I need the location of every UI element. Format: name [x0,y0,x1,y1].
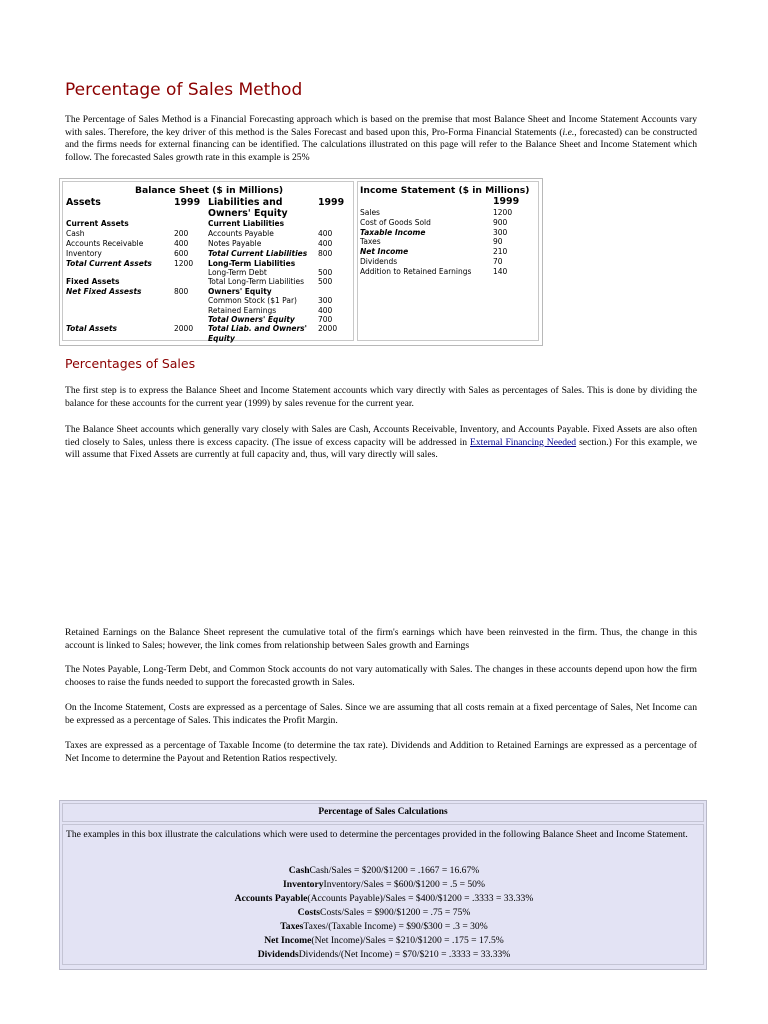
income-label: Sales [360,208,380,217]
liability-label: Long-Term Liabilities [208,259,296,268]
calculation-line [63,906,705,919]
calculation-line [63,934,705,947]
liability-value: 500 [318,277,333,286]
calculations-body [62,824,704,965]
paragraph-balance-sheet-accounts: The Balance Sheet accounts which generally vary closely with Sales are Cash, Accounts Receivable, Inventory, and Accounts Payable. Fixed Assets are also often tied closely to Sales, unless there is excess capacity. (The issue of excess capacity will be addressed in External Financing Needed section.) For this example, we will assume that Fixed Assets are currently at full capacity and, thus, will vary directly will sales. [65,424,697,461]
calculation-formula: (Net Income)/Sales = $210/$1200 = .175 = 17.5% [311,935,504,946]
calculations-title: Percentage of Sales Calculations [62,803,704,822]
asset-label: Current Assets [66,219,129,228]
liabilities-year-header: 1999 [318,197,345,208]
liability-value: 2000 [318,324,338,333]
assets-header: Assets [66,197,101,208]
income-value: 1200 [493,208,513,217]
calculation-formula: Taxes/(Taxable Income) = $90/$300 = .3 = 30% [303,921,488,932]
calculations-intro: The examples in this box illustrate the calculations which were used to determine the percentages provided in the following Balance Sheet and Income Statement. [66,829,688,840]
income-value: 90 [493,237,503,247]
liability-label: Total Owners' Equity [208,315,295,324]
asset-label: Fixed Assets [66,277,120,286]
liability-value: 500 [318,268,333,277]
asset-value: 1200 [174,259,194,268]
liability-label: Notes Payable [208,239,262,248]
calculation-formula: Costs/Sales = $900/$1200 = .75 = 75% [320,907,471,918]
calculation-line [63,920,705,933]
calculation-line [63,878,705,891]
asset-value: 800 [174,287,189,296]
calculation-formula: (Accounts Payable)/Sales = $400/$1200 = .3333 = 33.33% [307,893,534,904]
calculation-label: Dividends [257,949,299,960]
calculation-label: Inventory [283,879,324,890]
liability-value: 400 [318,229,333,238]
calculation-label: Cash [288,865,310,876]
calculation-label: Taxes [280,921,304,932]
income-statement [357,181,539,341]
income-label: Cost of Goods Sold [360,217,431,227]
asset-value: 200 [174,229,189,238]
asset-label: Accounts Receivable [66,239,144,248]
income-label: Net Income [360,247,409,257]
calculation-line [63,892,705,905]
balance-sheet-title: Balance Sheet ($ in Millions) [135,185,284,196]
income-label: Taxes [360,237,381,247]
balance-sheet [62,181,354,341]
liability-value: 300 [318,296,333,305]
liability-value: 400 [318,306,333,315]
asset-value: 2000 [174,324,194,333]
liability-label: Total Long-Term Liabilities [208,277,305,286]
liabilities-header: Liabilities and Owners' Equity [208,197,288,219]
asset-label: Net Fixed Assests [66,287,142,296]
asset-label: Cash [66,229,85,238]
liability-label: Current Liabilities [208,219,285,228]
liability-label: Total Current Liabilities [208,249,308,258]
income-value: 140 [493,266,508,276]
page-title: Percentage of Sales Method [65,80,303,100]
calculation-label: Net Income [264,935,312,946]
liability-label: Accounts Payable [208,229,274,238]
asset-label: Total Assets [66,324,117,333]
calculation-line [63,948,705,961]
calculation-label: Costs [297,907,321,918]
income-value: 70 [493,257,503,266]
liability-value: 700 [318,315,333,324]
financial-statements-table [59,178,543,346]
asset-value: 600 [174,249,189,258]
paragraph-income-statement: On the Income Statement, Costs are expressed as a percentage of Sales. Since we are assuming that all costs remain at a fixed percentage of Sales, Net Income can be expressed as a percentage of Sales. This indicates the Profit Margin. [65,702,697,726]
liability-label: Retained Earnings [208,306,277,315]
income-label: Taxable Income [360,227,426,237]
calculation-label: Accounts Payable [234,893,308,904]
income-label: Addition to Retained Earnings [360,266,472,276]
liability-value: 800 [318,249,333,258]
asset-value: 400 [174,239,189,248]
assets-year-header: 1999 [174,197,201,208]
income-value: 210 [493,247,508,257]
liability-value: 400 [318,239,333,248]
calculation-line [63,864,705,877]
paragraph-notes-payable: The Notes Payable, Long-Term Debt, and Common Stock accounts do not vary automatically with Sales. The changes in these accounts depend upon how the firm chooses to raise the funds needed to support the forecasted growth in Sales. [65,664,697,688]
income-year-header: 1999 [493,196,520,207]
income-label: Dividends [360,257,398,266]
paragraph-taxes: Taxes are expressed as a percentage of Taxable Income (to determine the tax rate). Dividends and Addition to Retained Earnings are expressed as a percentage of Net Income to determine the Payout and Retention Ratios respectively. [65,740,697,764]
liability-label: Common Stock ($1 Par) [208,296,297,305]
asset-label: Total Current Assets [66,259,152,268]
calculation-formula: Cash/Sales = $200/$1200 = .1667 = 16.67% [309,865,480,876]
income-statement-title: Income Statement ($ in Millions) [360,185,530,196]
income-value: 300 [493,227,508,237]
section-heading-percentages: Percentages of Sales [65,356,196,371]
calculation-formula: Dividends/(Net Income) = $70/$210 = .3333 = 33.33% [298,949,511,960]
income-value: 900 [493,217,508,227]
paragraph-first-step: The first step is to express the Balance Sheet and Income Statement accounts which vary directly with Sales as percentages of Sales. This is done by dividing the balance for these accounts for the current year (1999) by sales revenue for the current year. [65,385,697,409]
calculations-box [59,800,707,970]
calculation-formula: Inventory/Sales = $600/$1200 = .5 = 50% [323,879,485,890]
liability-label: Long-Term Debt [208,268,267,277]
asset-label: Inventory [66,249,102,258]
liability-label: Owners' Equity [208,287,272,296]
external-financing-link[interactable]: External Financing Needed [470,436,577,448]
paragraph-retained-earnings: Retained Earnings on the Balance Sheet represent the cumulative total of the firm's earnings which have been reinvested in the firm. Thus, the change in this account is linked to Sales; however, the link comes from relationship between Sales growth and Earnings [65,627,697,651]
liability-label: Total Liab. and Owners' Equity [208,324,307,343]
intro-paragraph: The Percentage of Sales Method is a Financial Forecasting approach which is based on the premise that most Balance Sheet and Income Statement Accounts vary with sales. Therefore, the key driver of this method is the Sales Forecast and based upon this, Pro-Forma Financial Statements (i.e., forecasted) can be constructed and the firms needs for external financing can be identified. The calculations illustrated on this page will refer to the Balance Sheet and Income Statement which follow. The forecasted Sales growth rate in this example is 25% [65,114,698,163]
